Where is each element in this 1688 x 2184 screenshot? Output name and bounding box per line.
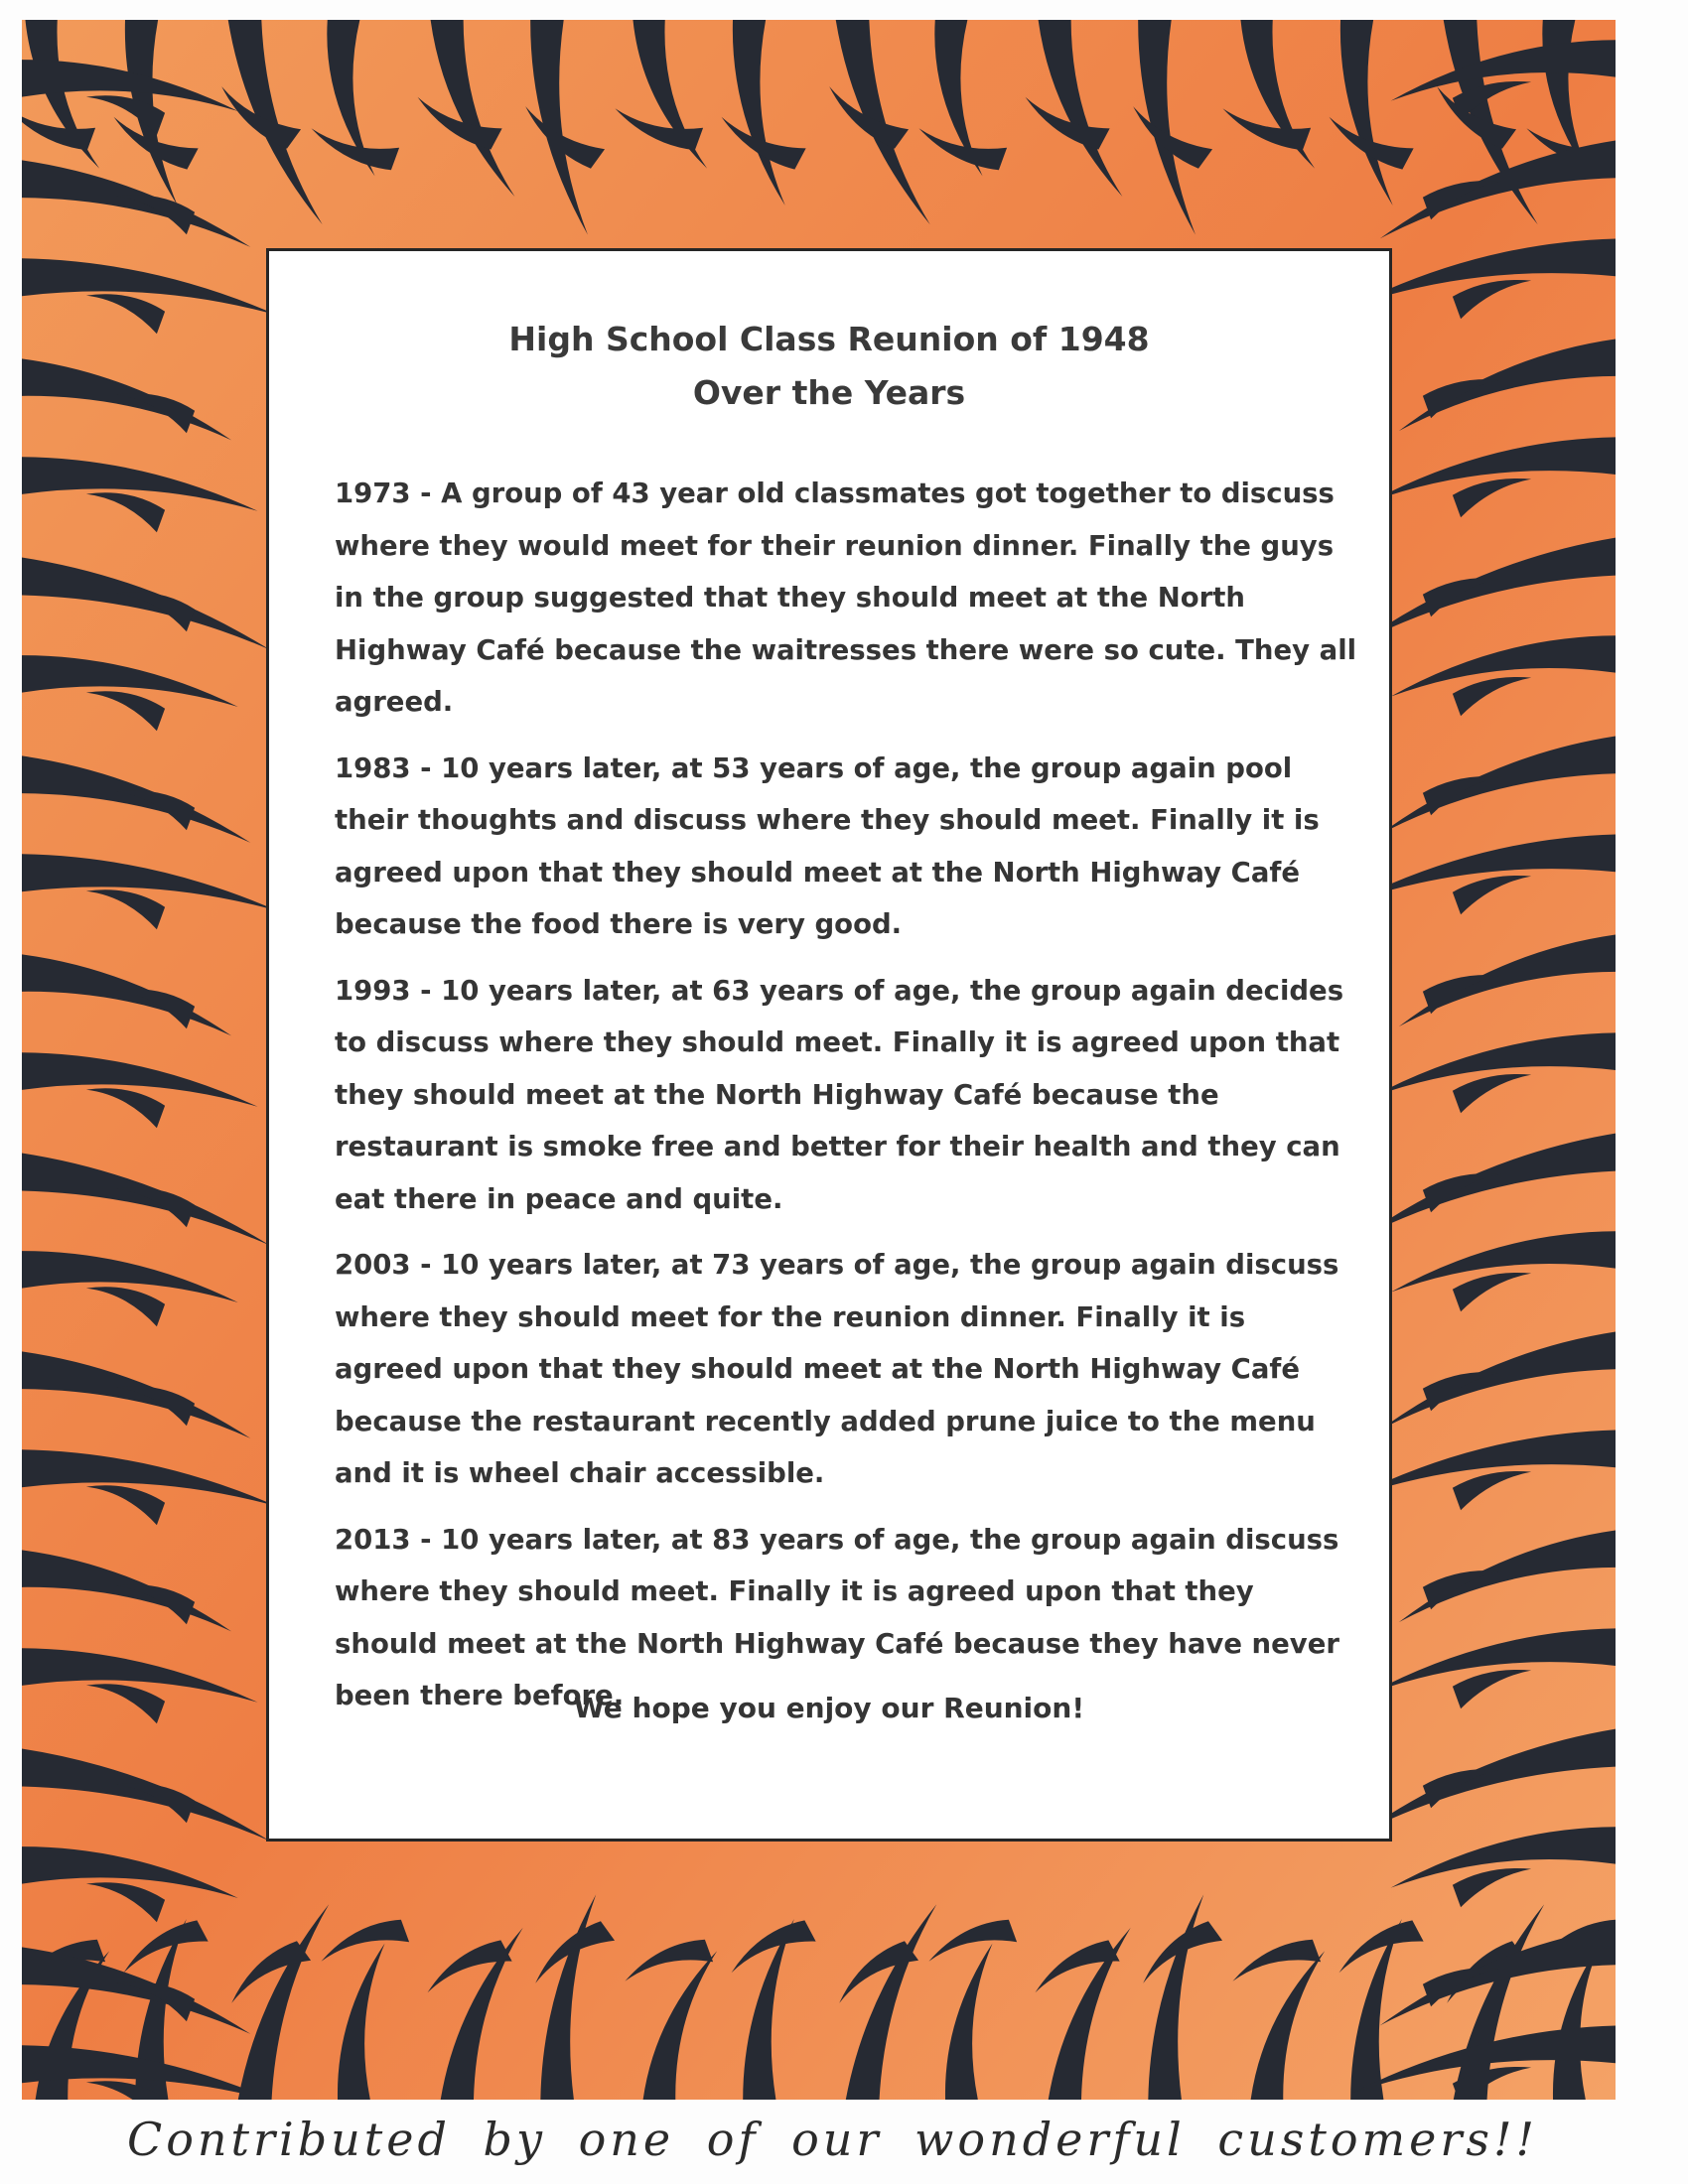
story-body — [335, 468, 1357, 1736]
handwritten-note: Contributed by one of our wonderful customers!! — [127, 2113, 1538, 2166]
paragraph-1993: 1993 - 10 years later, at 63 years of age, the group again decides to discuss where they should meet. Finally it is agreed upon that they should meet at the North Highway Café because the restaurant is smoke free and better for their health and they can eat there in peace and quite. — [335, 974, 1344, 1215]
paragraph-1983: 1983 - 10 years later, at 53 years of age, the group again pool their thoughts and discuss where they should meet. Finally it is agreed upon that they should meet at the North Highway Café because the food there is very good. — [335, 751, 1320, 940]
content-panel — [266, 248, 1392, 1842]
title-block — [269, 313, 1389, 420]
page-title: High School Class Reunion of 1948 — [508, 320, 1150, 358]
closing-line: We hope you enjoy our Reunion! — [573, 1692, 1085, 1724]
paragraph-1973: 1973 - A group of 43 year old classmates got together to discuss where they would meet for their reunion dinner. Finally the guys in the group suggested that they should meet at the North Highway Café because the waitresses there were so cute. They all agreed. — [335, 478, 1357, 718]
page-subtitle: Over the Years — [692, 373, 966, 412]
paragraph-2013: 2013 - 10 years later, at 83 years of age, the group again discuss where they should meet. Finally it is agreed upon that they should meet at the North Highway Café because they have never been there before. — [335, 1523, 1339, 1711]
paragraph-2003: 2003 - 10 years later, at 73 years of age, the group again discuss where they should meet for the reunion dinner. Finally it is agreed upon that they should meet at the North Highway Café because the restaurant recently added prune juice to the menu and it is wheel chair accessible. — [335, 1249, 1339, 1489]
